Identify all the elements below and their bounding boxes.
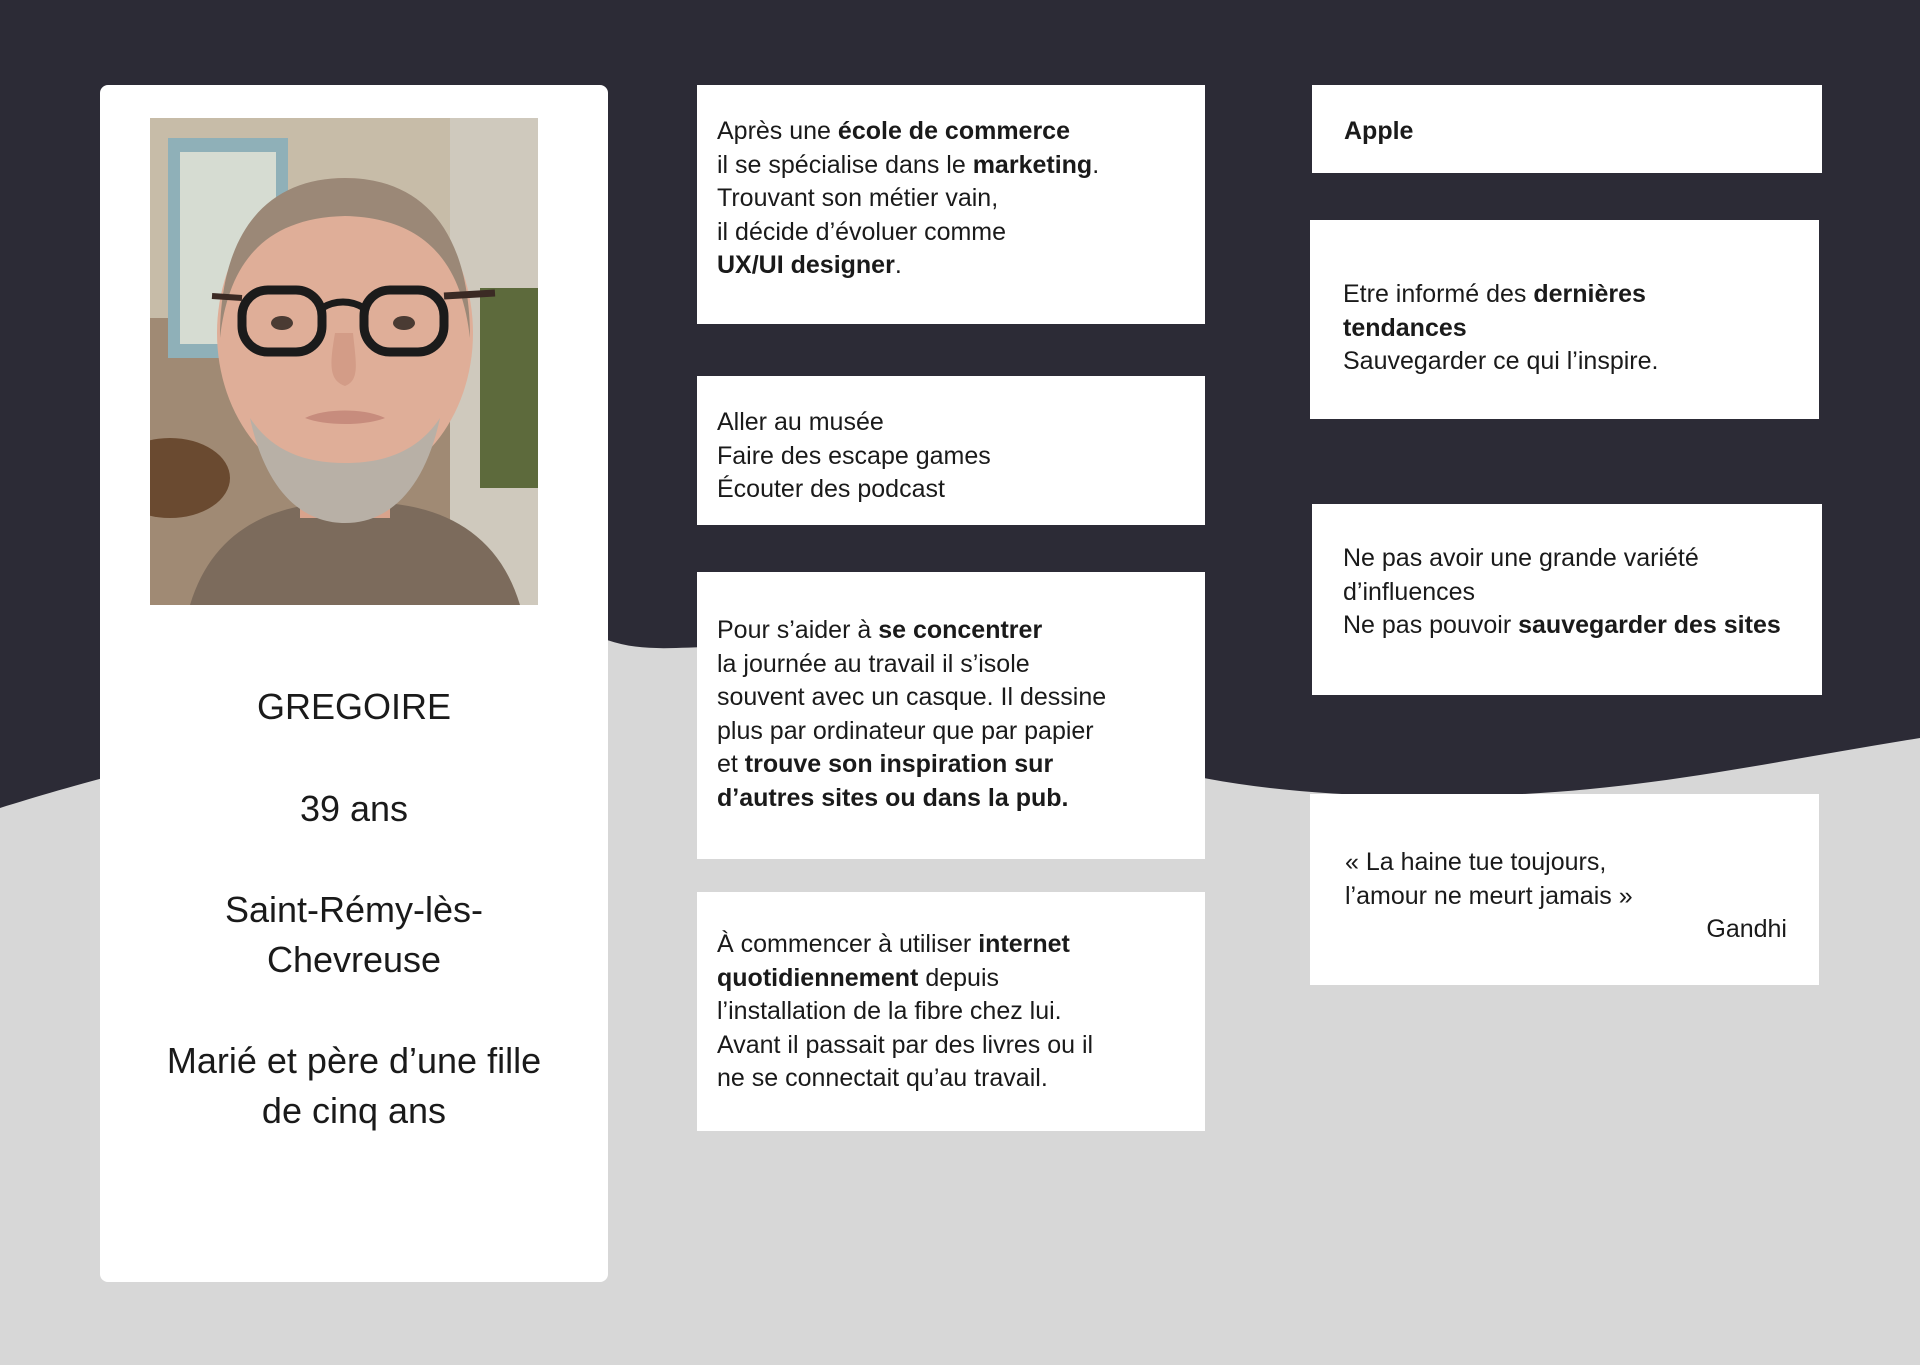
hobbies-card: [697, 376, 1205, 525]
internet-text: depuis: [918, 963, 1000, 992]
habits-highlight: d’autres sites ou dans la pub.: [717, 783, 1069, 812]
quote-card: [1310, 794, 1819, 985]
internet-usage-card: [697, 892, 1205, 1131]
brand-name: Apple: [1344, 117, 1414, 145]
goals-text: Sauvegarder ce qui l’inspire.: [1343, 347, 1659, 375]
internet-highlight: quotidiennement: [717, 963, 919, 992]
bio-highlight: école de commerce: [837, 117, 1070, 145]
habits-card: [697, 572, 1205, 859]
persona-name: GREGOIRE: [256, 686, 452, 727]
internet-text: Avant il passait par des livres ou il: [717, 1030, 1094, 1059]
habits-text: Pour s’aider à: [717, 616, 879, 644]
bio-text: .: [1092, 150, 1100, 179]
brand-card: [1312, 85, 1822, 173]
frustrations-highlight: sauvegarder des sites: [1518, 611, 1781, 639]
persona-family: [100, 1036, 608, 1136]
internet-highlight: internet: [978, 930, 1070, 958]
profile-card: [100, 85, 608, 1282]
quote-author: Gandhi: [1706, 915, 1787, 943]
internet-text: ne se connectait qu’au travail.: [717, 1064, 1048, 1092]
frustrations-text: d’influences: [1343, 577, 1476, 606]
persona-age: 39 ans: [299, 788, 409, 829]
persona-city-line1: Saint-Rémy-lès-: [224, 889, 484, 930]
frustrations-text: Ne pas avoir une grande variété: [1343, 544, 1699, 572]
habits-text: souvent avec un casque. Il dessine: [717, 683, 1107, 711]
bio-text: Trouvant son métier vain,: [717, 184, 999, 212]
frustrations-text: Ne pas pouvoir: [1343, 611, 1519, 639]
persona-city-line2: Chevreuse: [266, 939, 442, 980]
frustrations-card: [1312, 504, 1822, 695]
goals-text: Etre informé des: [1343, 280, 1534, 308]
habits-highlight: se concentrer: [878, 616, 1043, 644]
goals-highlight: tendances: [1343, 313, 1467, 342]
internet-text: l’installation de la fibre chez lui.: [717, 997, 1062, 1025]
hobby-item: Faire des escape games: [717, 441, 991, 470]
bio-text: Après une: [717, 117, 838, 145]
goals-card: [1310, 220, 1819, 419]
hobby-item: Écouter des podcast: [717, 475, 945, 503]
persona-family-line2: de cinq ans: [261, 1090, 447, 1131]
habits-text: plus par ordinateur que par papier: [717, 716, 1094, 745]
quote-text: « La haine tue toujours,: [1345, 848, 1607, 876]
bio-text: .: [894, 251, 902, 279]
persona-city: [100, 885, 608, 985]
hobby-item: Aller au musée: [717, 408, 884, 436]
quote-text: l’amour ne meurt jamais »: [1345, 881, 1633, 910]
habits-text: et: [717, 750, 745, 778]
bio-card: [697, 85, 1205, 324]
internet-text: À commencer à utiliser: [717, 930, 979, 958]
bio-text: il décide d’évoluer comme: [717, 217, 1007, 246]
habits-highlight: trouve son inspiration sur: [744, 750, 1054, 778]
bio-text: il se spécialise dans le: [717, 150, 973, 179]
habits-text: la journée au travail il s’isole: [717, 649, 1030, 678]
persona-family-line1: Marié et père d’une fille: [166, 1040, 542, 1081]
portrait-photo: [150, 118, 538, 605]
bio-highlight: marketing: [972, 150, 1093, 179]
bio-highlight: UX/UI designer: [717, 251, 895, 279]
goals-highlight: dernières: [1533, 280, 1646, 308]
